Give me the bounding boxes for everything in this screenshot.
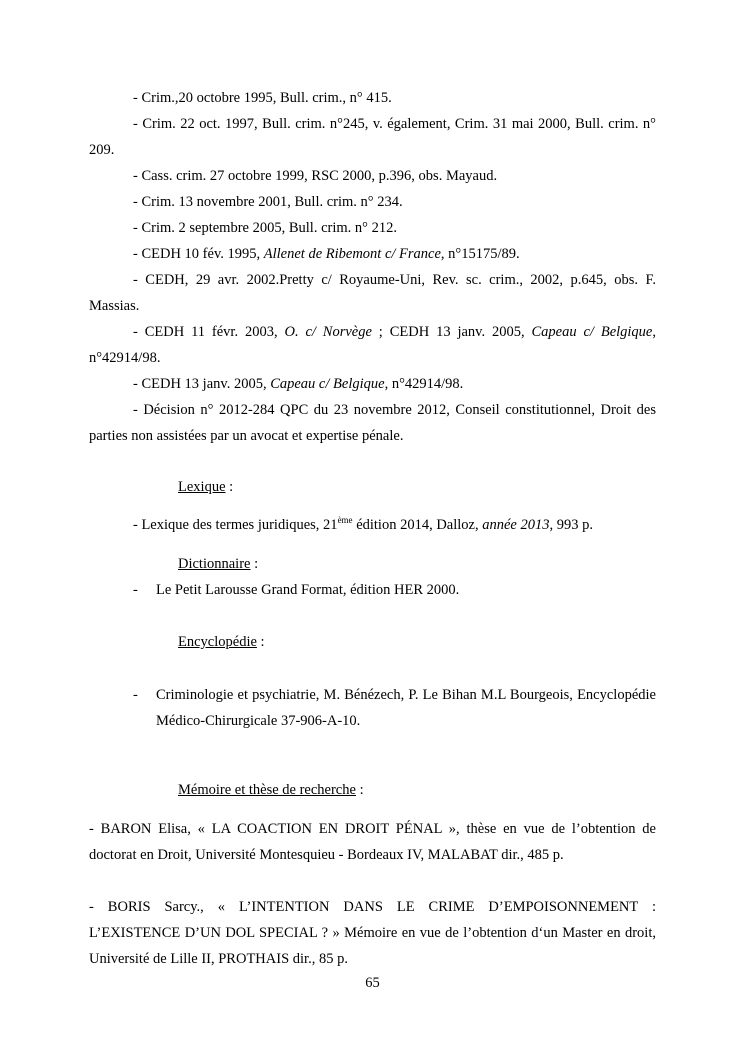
reference-2: - Crim. 22 oct. 1997, Bull. crim. n°245, v. également, Crim. 31 mai 2000, Bull. crim. n° 209. xyxy=(89,116,656,158)
encyclopedie-item: - Criminologie et psychiatrie, M. Bénézech, P. Le Bihan M.L Bourgeois, Encyclopédie Médico-Chirurgicale 37-906-A-10. xyxy=(133,687,656,729)
dictionnaire-item: - Le Petit Larousse Grand Format, édition HER 2000. xyxy=(133,582,460,598)
memoire-heading: Mémoire et thèse de recherche : xyxy=(178,782,364,798)
reference-4: - Crim. 13 novembre 2001, Bull. crim. n° 234. xyxy=(133,194,403,210)
case-name: Capeau c/ Belgique xyxy=(270,376,385,392)
reference-3: - Cass. crim. 27 octobre 1999, RSC 2000, p.396, obs. Mayaud. xyxy=(133,168,498,184)
case-name: Allenet de Ribemont c/ France xyxy=(263,246,441,262)
memoire-item-1: - BARON Elisa, « LA COACTION EN DROIT PÉNAL », thèse en vue de l’obtention de doctorat en Droit, Université Montesquieu - Bordeaux IV, MALABAT dir., 485 p. xyxy=(89,821,656,863)
reference-10: - Décision n° 2012-284 QPC du 23 novembre 2012, Conseil constitutionnel, Droit des parties non assistées par un avocat et expertise pénale. xyxy=(89,402,656,444)
reference-5: - Crim. 2 septembre 2005, Bull. crim. n° 212. xyxy=(133,220,397,236)
page-content xyxy=(89,85,656,972)
lexique-heading: Lexique : xyxy=(178,479,234,495)
reference-1: - Crim.,20 octobre 1995, Bull. crim., n° 415. xyxy=(133,90,392,106)
reference-7: - CEDH, 29 avr. 2002.Pretty c/ Royaume-Uni, Rev. sc. crim., 2002, p.645, obs. F. Massias. xyxy=(89,272,656,314)
page-number: 65 xyxy=(365,975,380,991)
lexique-item: - Lexique des termes juridiques, 21ème édition 2014, Dalloz, année 2013, 993 p. xyxy=(133,515,593,533)
reference-6: - CEDH 10 fév. 1995, Allenet de Ribemont c/ France, n°15175/89. xyxy=(133,246,520,262)
case-name: O. c/ Norvège xyxy=(284,324,372,340)
memoire-item-2: - BORIS Sarcy., « L’INTENTION DANS LE CRIME D’EMPOISONNEMENT : L’EXISTENCE D’UN DOL SPECIAL ? » Mémoire en vue de l’obtention d‘un Master en droit, Université de Lille II, PROTHAIS dir., 85 p. xyxy=(89,899,656,967)
encyclopedie-heading: Encyclopédie : xyxy=(178,634,265,650)
dictionnaire-heading: Dictionnaire : xyxy=(178,556,259,572)
reference-9: - CEDH 13 janv. 2005, Capeau c/ Belgique, n°42914/98. xyxy=(133,376,464,392)
case-name: Capeau c/ Belgique xyxy=(531,324,653,340)
reference-8: - CEDH 11 févr. 2003, O. c/ Norvège ; CEDH 13 janv. 2005, Capeau c/ Belgique, n°42914/98. xyxy=(89,324,656,366)
